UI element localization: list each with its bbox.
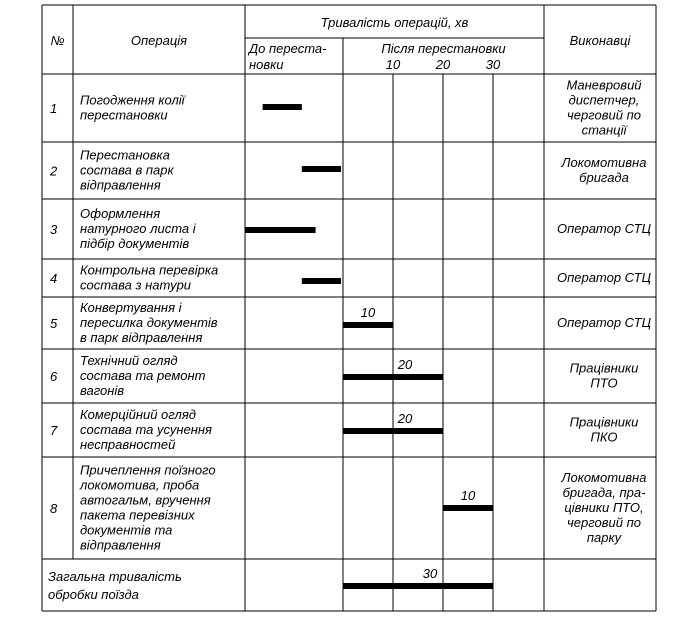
row-operation-5: в парк відправлення: [80, 330, 203, 345]
row-operation-3: підбір документів: [80, 236, 190, 251]
row-executor-8: цівники ПТО,: [564, 500, 644, 515]
row-executor-2: бригада: [579, 170, 629, 185]
row-operation-2: Перестановка: [80, 147, 170, 163]
header-executors: Виконавці: [569, 33, 631, 48]
row-operation-8: Причеплення поїзного: [80, 462, 216, 478]
bar-label-row-8: 10: [460, 488, 476, 503]
bar-label-row-total: 30: [422, 566, 438, 581]
row-operation-1: Погодження колії: [80, 92, 185, 108]
bar-row-1: [263, 104, 302, 110]
header-duration: Тривалість операцій, хв: [320, 15, 469, 30]
row-executor-8: черговий по: [567, 515, 641, 530]
header-operation: Операція: [130, 33, 188, 48]
row-executor-6: Працівники: [569, 360, 639, 376]
row-operation-5: Конвертування і: [80, 300, 182, 315]
row-executor-2: Локомотивна: [561, 155, 647, 170]
row-executor-7: ПКО: [590, 429, 618, 445]
bar-row-7: [343, 428, 443, 434]
row-executor-1: диспетчер,: [568, 92, 640, 108]
header-before-line1: До переста-: [249, 41, 327, 56]
table-text: [48, 15, 652, 602]
total-label: Загальна тривалість: [48, 569, 182, 584]
row-number-8: 8: [50, 501, 58, 516]
tick-label-10: 10: [385, 57, 401, 72]
row-operation-2: відправлення: [80, 177, 161, 193]
row-executor-5: Оператор СТЦ: [556, 315, 652, 330]
row-executor-7: Працівники: [569, 414, 639, 430]
bar-row-5: [343, 322, 393, 328]
row-operation-7: несправностей: [80, 437, 176, 452]
row-number-7: 7: [50, 423, 58, 438]
header-before-line2: новки: [249, 57, 284, 72]
row-operation-1: перестановки: [80, 107, 168, 123]
row-operation-6: состава та ремонт: [80, 368, 206, 383]
bar-row-6: [343, 374, 443, 380]
row-executor-1: черговий по: [567, 107, 641, 123]
tick-label-30: 30: [485, 57, 501, 72]
row-operation-8: документів та: [80, 522, 173, 538]
row-executor-6: ПТО: [590, 375, 618, 391]
row-operation-7: состава та усунення: [80, 422, 212, 437]
row-operation-8: автогальм, вручення: [80, 492, 211, 508]
row-executor-8: парку: [586, 530, 622, 545]
row-number-5: 5: [50, 316, 58, 331]
row-number-6: 6: [50, 369, 58, 384]
bar-row-4: [302, 278, 341, 284]
row-operation-7: Комерційний огляд: [80, 407, 196, 422]
row-executor-8: Локомотивна: [561, 470, 647, 485]
row-operation-8: пакета перевізних: [80, 507, 195, 523]
row-operation-8: локомотива, проба: [80, 477, 200, 493]
row-operation-4: Контрольна перевірка: [80, 262, 219, 278]
bar-label-row-6: 20: [397, 357, 413, 372]
row-executor-1: станції: [581, 122, 627, 138]
row-number-1: 1: [50, 101, 58, 116]
header-after: Після перестановки: [381, 41, 506, 56]
bar-row-total: [343, 583, 493, 589]
row-executor-1: Маневровий: [566, 77, 642, 93]
gantt-bars: [245, 104, 493, 589]
bar-row-2: [302, 166, 341, 172]
row-number-2: 2: [50, 163, 58, 179]
row-number-3: 3: [50, 222, 58, 237]
row-executor-3: Оператор СТЦ: [556, 221, 652, 236]
bar-label-row-5: 10: [360, 305, 376, 320]
bar-row-3: [245, 227, 316, 233]
row-operation-6: вагонів: [80, 383, 125, 398]
row-operation-8: відправлення: [80, 537, 161, 553]
bar-row-8: [443, 505, 493, 511]
row-operation-5: пересилка документів: [80, 315, 218, 330]
row-operation-2: состава в парк: [80, 162, 174, 178]
row-executor-4: Оператор СТЦ: [556, 270, 652, 285]
tick-label-20: 20: [435, 57, 451, 72]
bar-label-row-7: 20: [397, 411, 413, 426]
row-number-4: 4: [50, 271, 58, 286]
row-executor-8: бригада, пра-: [562, 485, 646, 500]
row-operation-3: натурного листа і: [80, 221, 196, 236]
row-operation-3: Оформлення: [80, 206, 161, 221]
row-operation-6: Технічний огляд: [80, 353, 178, 368]
total-label: обробки поїзда: [48, 587, 139, 602]
header-number: №: [50, 33, 65, 48]
row-operation-4: состава з натури: [80, 277, 192, 293]
